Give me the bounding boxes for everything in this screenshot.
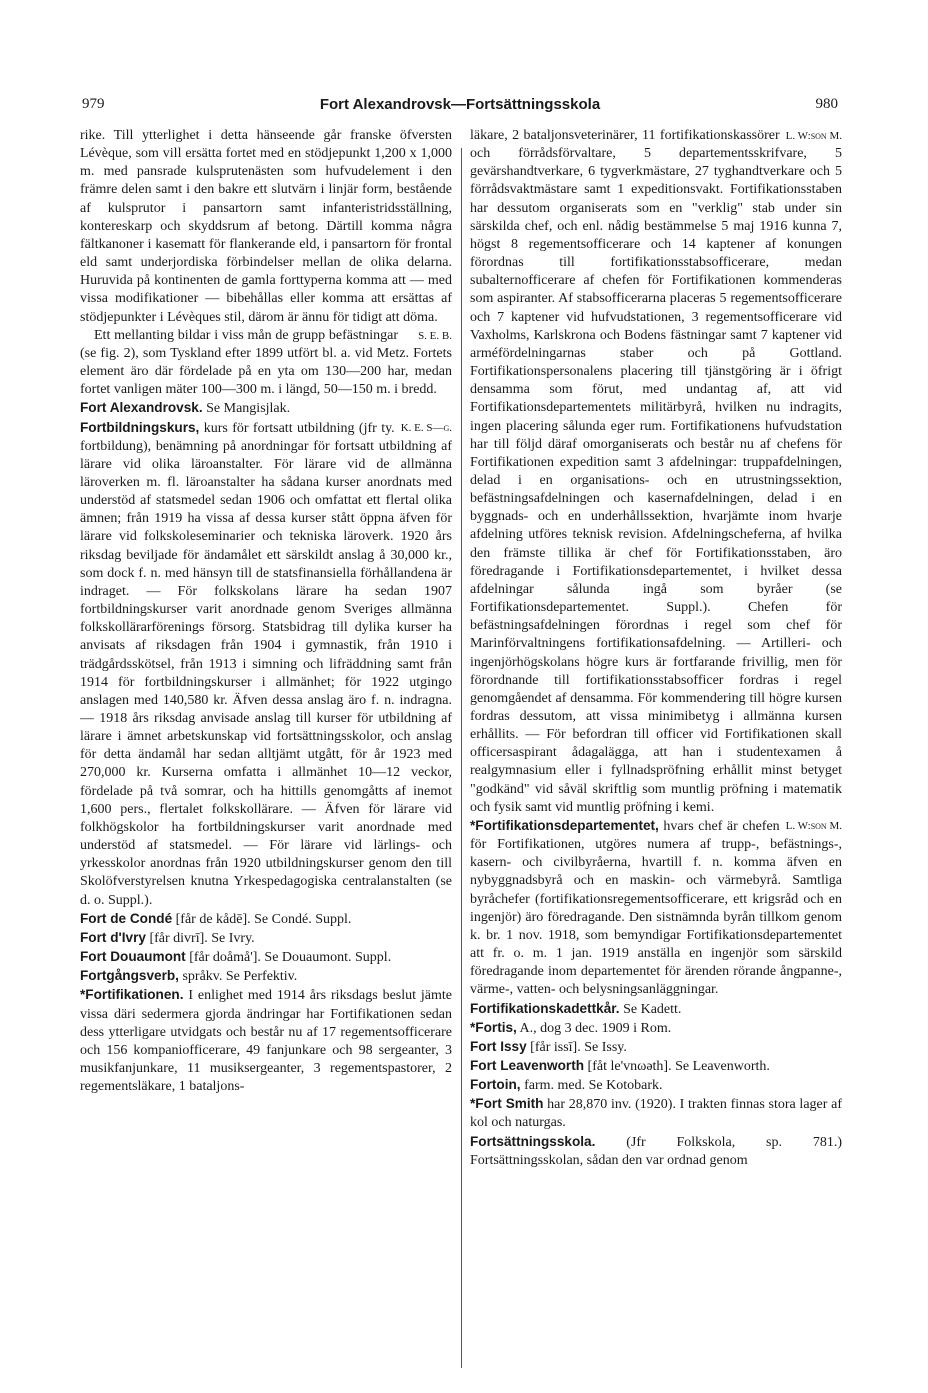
paragraph [80,127,452,327]
running-title: Fort Alexandrovsk—Fortsättningsskola [319,96,601,113]
entry-text: hvars chef är chefen för Fortifikationen, utgöres numera af trupp-, befästnings-, kasern- och civilbyråerna, hvartill f. n. komma äfven en nybyggnadsbyrå och en maskin- och värmebyrå. Samtliga byråchefer (fortifikationsregementsofficerare, ett krigsråd och en ingenjör) äro föredragande. Den sistnämnda byrån tillkom genom k. br. 1 nov. 1918, som bemyndigar Fortifikationsdepartementet att fr. o. m. 1 jan. 1919 anställa en ingenjör som särskild föredragande inom departementet för ärenden rörande ångpanne-, värme-, vatten- och belysningsanläggningar. [470,818,842,998]
entry-headword: Fort d'Ivry [80,929,146,945]
entry-text: A., dog 3 dec. 1909 i Rom. [516,1020,672,1036]
dictionary-entry [80,399,452,418]
entry-text: läkare, 2 bataljonsveterinärer, 11 fortifikationskassörer och förrådsförvaltare, 5 departementsskrifvare, 5 gevärshandtverkare, 6 tygverkmästare, 27 tyghandtverkare och 5 förrådsvaktmästare samt 1 expeditionsvakt. Fortifikationsstaben har dessutom organiserats som en "verklig" stab under sin särskilda chef, och enl. nådig bestämmelse 5 maj 1916 kunna 7, högst 8 regementsofficerare och 14 kaptener af konungen förordnas till fortifikationsstabsofficerare, medan subalternofficerare af chefen för Fortifikationen kommenderas som aspiranter. Af stabsofficerarna placeras 5 regementsofficerare och 7 kaptener vid hufvudstationen, 3 regementsofficerare vid Vaxholms, Karlskrona och Bodens fästningar samt 7 kaptener vid arméfördelningarnas staber och på Gottland. Fortifikationspersonalens placering till tjänstgöring är i öfrigt densamma som förut, med undantag af, att vid Fortifikationsdepartementets militärbyrå, hvilken nu indragits, ingen placering sålunda eger rum. Fortifikationens hufvudstation har till följd däraf omorganiserats och består nu af chefens för Fortifikationen expedition samt 3 afdelningar: truppafdelningen, delad i en organisations- och en utrustningssektion, befästningsafdelningen och kasernafdelningen, delad i en byggnads- och en underhållssektion, hvarjämte inom hvarje afdelning utföres teknisk revision. Afdelningscheferna, af hvilka den främste tillika är chef för Fortifikationsstaben, äro föredragande i Fortifikationsdepartementet, i hvilket dessa afdelningar sålunda ingå som byråer (se Fortifikationsdepartementet. Suppl.). Chefen för befästningsafdelningen förordnas i regel som chef för Marinförvaltningens fortifikationsafdelning. — Artilleri- och ingenjörhögskolans högre kurs är fortfarande frivillig, men för förordnande till fortifikationsstabsofficer fordras i regel genomgåendet af densamma. För kommendering till högre kursen fordras dessutom, att vissa minimibetyg i allmänna kursen erhållits. — För befordran till officer vid Fortifikationen skall officersaspirant ådagalägga, att han i studentexamen å realgymnasium eller i fyllnadspröfning erhållit minst betyget "godkänd" vid såväl skriftlig som muntlig pröfning i matematik och fysik samt vid muntlig pröfning i kemi. [470,128,842,815]
dictionary-entry [470,1019,842,1038]
entry-headword: *Fortifikationsdepartementet, [470,817,659,833]
page-number-right: 980 [815,96,838,112]
entry-headword: *Fort Smith [470,1096,544,1112]
entry-text: [får divrī]. Se Ivry. [145,930,255,946]
entry-headword: Fortoin, [470,1077,521,1093]
entry-headword: Fortifikationskadettkår. [470,1000,620,1016]
dictionary-entry [470,1095,842,1132]
entry-headword: *Fortifikationen. [80,987,184,1003]
paragraph [80,327,452,400]
entry-text: I enlighet med 1914 års riksdags beslut jämte vissa däri sedermera gjorda ändringar har Fortifikationen sedan dess ytterligare utvidgats och består nu af 17 regementsofficerare och 156 kompaniofficerare, 49 fanjunkare och 98 sergeanter, 3 musikfanjunkare, 11 musiksergeanter, 3 regementspastorer, 2 regementsläkare, 1 bataljons- [80,988,452,1095]
entry-text: rike. Till ytterlighet i detta hänseende går franske öfversten Lévèque, som vill ersätta fortet med en stödjepunkt 1,200 x 1,000 m. med pansrade kulsprutenästen som hufvudelement i den främre delen samt i den bakre ett slutvärn i linjär form, bestående af kulsprutor i pansartorn samt infanteristridsställning, kontereskarp och skyddsrum af betong. Därtill komma några fältkanoner i kasematt för flankerande eld, i pansartorn för frontal eld samt underjordiska förbindelser mellan de olika delarna. Huruvida på kontinenten de gamla forttyperna komma att — med vissa modifikationer — bibehållas eller komma att ersättas af stödjepunkter i Lévèques stil, därom är ännu för tidigt att döma. [80,128,452,325]
entry-headword: Fort de Condé [80,910,173,926]
author-signature: L. W:son M. [785,819,842,832]
entry-text: språkv. Se Perfektiv. [178,969,298,985]
dictionary-entry [470,817,842,1000]
entry-text: (Jfr Folkskola, sp. 781.) Fortsättningsskolan, sådan den var ordnad genom [470,1134,842,1168]
page-number-left: 979 [82,96,105,112]
author-signature: K. E. S—g. [400,421,452,434]
entry-text: Se Mangisjlak. [202,401,291,417]
entry-text: [får issī]. Se Issy. [526,1039,627,1055]
entry-headword: Fort Leavenworth [470,1057,585,1073]
entry-text: farm. med. Se Kotobark. [520,1078,663,1094]
entry-headword: Fort Alexandrovsk. [80,400,203,416]
entry-headword: Fortbildningskurs, [80,419,200,435]
dictionary-entry [470,1133,842,1170]
entry-text: [får doåmå']. Se Douaumont. Suppl. [185,950,392,966]
dictionary-entry [80,948,452,967]
author-signature: L. W:son M. [785,130,842,142]
entry-text: har 28,870 inv. (1920). I trakten finnas stora lager af kol och naturgas. [470,1097,842,1131]
entry-headword: Fort Douaumont [80,949,186,965]
author-signature: S. E. B. [418,329,452,342]
entry-text: Ett mellanting bildar i viss mån de grupp befästningar (se fig. 2), som Tyskland efter 1899 utfört bl. a. vid Metz. Fortets element äro där fördelade på en yta om 130—200 har, medan fortet vanligen mäter 100—300 m. i längd, 50—150 m. i bredd. [80,327,452,398]
dictionary-entry [470,1057,842,1076]
entry-headword: *Fortis, [470,1019,517,1035]
left-column [80,127,452,1377]
entry-headword: Fortgångsverb, [80,968,179,984]
dictionary-entry [80,929,452,948]
entry-headword: Fortsättningsskola. [470,1133,596,1149]
entry-headword: Fort Issy [470,1038,527,1054]
dictionary-entry [80,967,452,986]
dictionary-entry [80,986,452,1096]
column-divider [461,148,462,1368]
dictionary-entry [470,1000,842,1019]
entry-text: Se Kadett. [619,1001,682,1017]
entry-text: kurs för fortsatt utbildning (jfr ty. fortbildung), benämning på anordningar för fortsatt utbildning af lärare vid olika läroanstalter. För lärare vid de allmänna läroverken m. fl. läroanstalter ha sådana kurser anordnats med understöd af statsmedel sedan 1906 och omfattat ett flertal olika ämnen; från 1919 ha vissa af dessa kurser stått öppna äfven för lärare vid folkskoleseminarier och tekniska läroverk. 1920 års riksdag beviljade för ändamålet ett särskildt anslag å 30,000 kr., som dock f. n. med hänsyn till de statsfinansiella förhållandena är indraget. — För folkskolans lärare ha sedan 1907 fortbildningskurser varit anordnade genom Sveriges allmänna folkskollärarförenings försorg. Statsbidrag till dylika kurser ha anvisats af riksdagen från 1904 i gymnastik, från 1910 i trädgårdsskötsel, från 1913 i simning och lifräddning samt från 1914 för fortbildningskurser i allmänhet; för 1922 utgingo anslagen med 140,580 kr. Äfven dessa anslag äro f. n. indragna. — 1918 års riksdag anvisade anslag till kurser för utbildning af lärare i ämnet arbetskunskap vid fortsättningsskolor, och anslag för detta ändamål har sedan alltjämt utgått, för år 1923 med 270,000 kr. Kurserna omfatta i allmänhet 10—12 veckor, fördelade på två somrar, och ha hittills genomgåtts af inemot 1,600 pers., flertalet folkskollärare. — Äfven för lärare vid folkhögskolor ha fortbildningskurser varit anordnade med understöd af statsmedel. — För lärare vid lärlings- och yrkesskolor anordnas från 1920 utbildningskurser genom den till Skolöfverstyrelsen knutna Yrkespedagogiska centralanstalten (se d. o. Suppl.). [80,420,452,908]
paragraph [470,127,842,817]
entry-text: [fåt le'vnωəth]. Se Leavenworth. [584,1058,770,1074]
right-column [470,127,842,1377]
dictionary-entry [470,1076,842,1095]
dictionary-entry [470,1038,842,1057]
page-header [80,96,840,120]
dictionary-entry [80,419,452,910]
entry-text: [får de kådē]. Se Condé. Suppl. [172,911,352,927]
dictionary-entry [80,910,452,929]
